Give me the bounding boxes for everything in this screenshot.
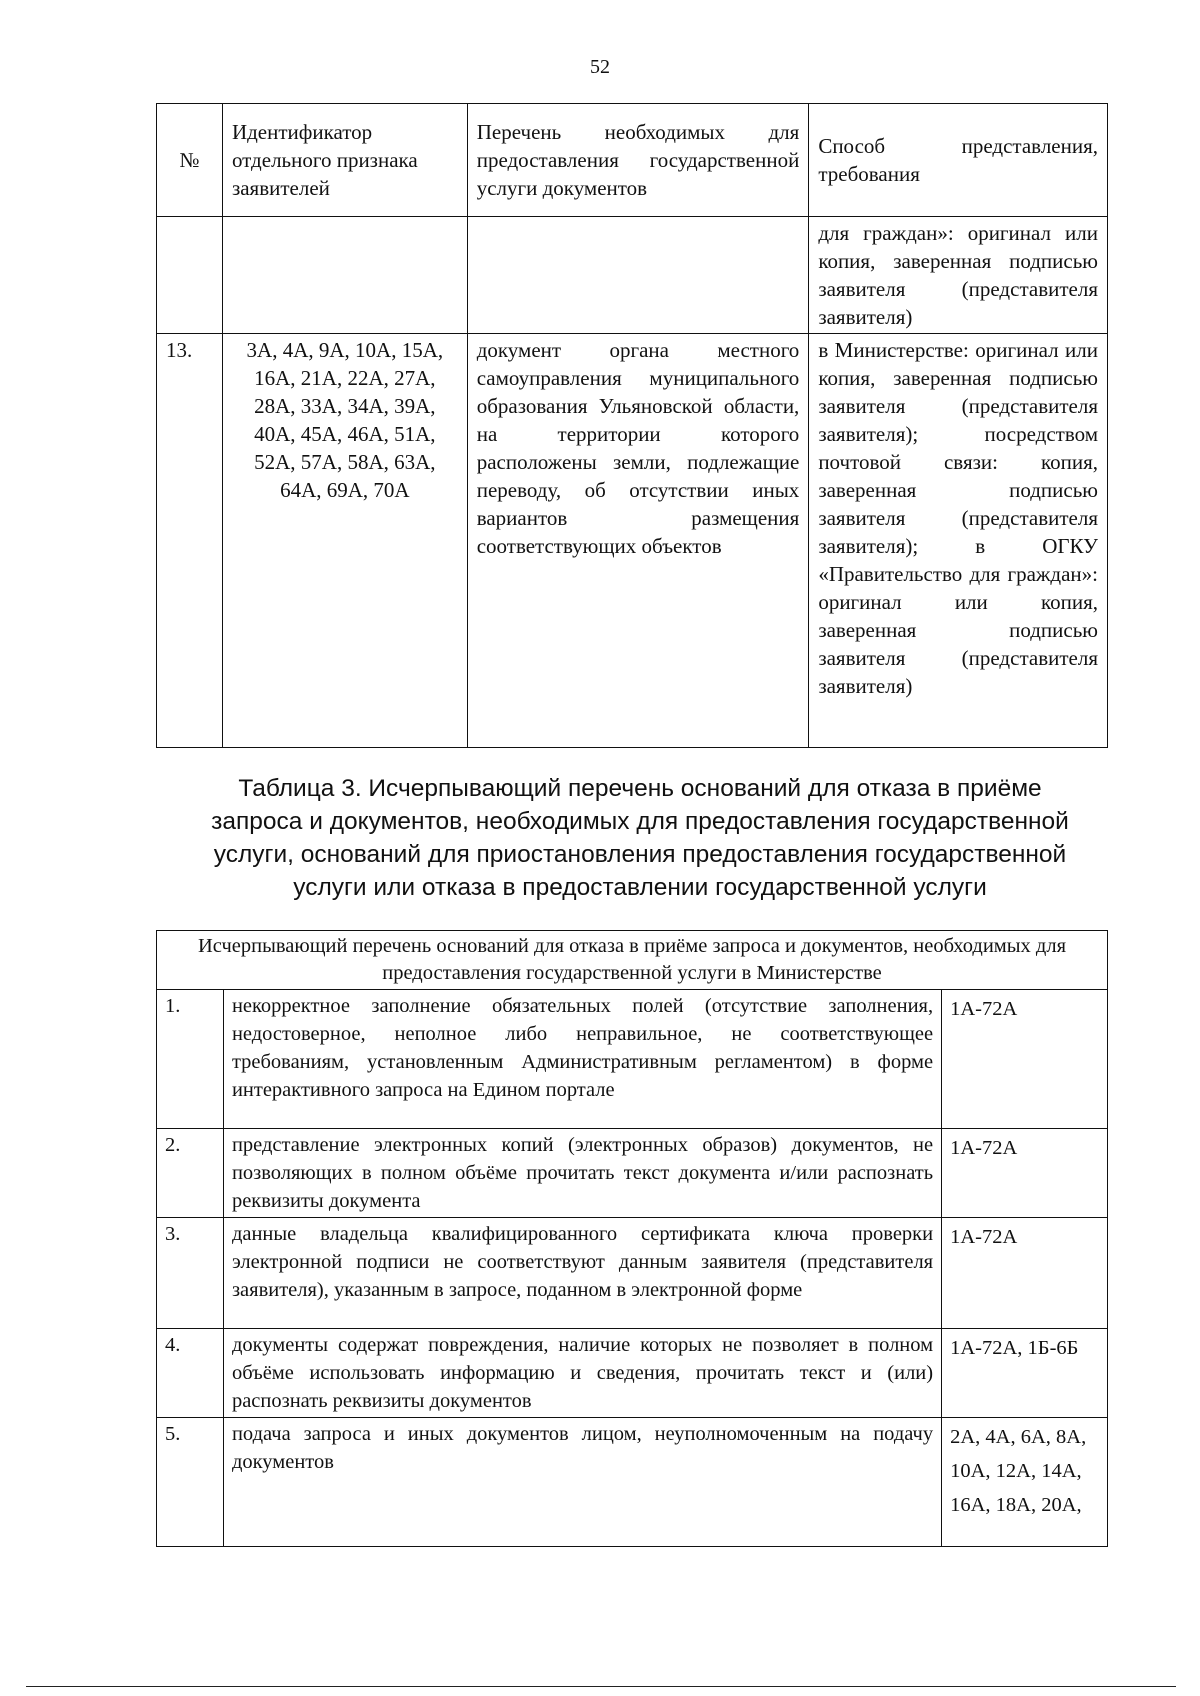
row-text: данные владельца квалифицированного сертификата ключа проверки электронной подписи не соответствуют данным заявителя (представителя заявителя), указанным в запросе, поданном в электронной форме [223, 1218, 941, 1329]
table-row [157, 1129, 1108, 1218]
header-identifier: Идентификатор отдельного признака заявителей [222, 104, 467, 217]
header-documents: Перечень необходимых для предоставления государственной услуги документов [467, 104, 809, 217]
header-method: Способ представления, требования [809, 104, 1108, 217]
cell-empty [222, 217, 467, 334]
row-identifiers: 3А, 4А, 9А, 10А, 15А, 16А, 21А, 22А, 27А, 28А, 33А, 34А, 39А, 40А, 45А, 46А, 51А, 52А, 57А, 58А, 63А, 64А, 69А, 70А [222, 334, 467, 748]
table-row [157, 1418, 1108, 1547]
refusal-grounds-table [156, 930, 1108, 1547]
page-number: 52 [590, 56, 610, 78]
table-caption [150, 772, 1130, 904]
continued-method: для граждан»: оригинал или копия, заверенная подписью заявителя (представителя заявителя) [809, 217, 1108, 334]
caption-line: услуги, оснований для приостановления предоставления государственной [213, 841, 1067, 868]
table-header-row [157, 104, 1108, 217]
table-row-continued [157, 217, 1108, 334]
row-text: документы содержат повреждения, наличие которых не позволяет в полном объёме использовать информацию и сведения, прочитать текст и (или) распознать реквизиты документов [223, 1329, 941, 1418]
row-num: 3. [157, 1218, 224, 1329]
caption-line: услуги или отказа в предоставлении государственной услуги [293, 874, 987, 901]
table-row [157, 990, 1108, 1129]
row-codes: 1А-72А [942, 990, 1108, 1129]
row-num: 1. [157, 990, 224, 1129]
caption-line: запроса и документов, необходимых для предоставления государственной [211, 808, 1069, 835]
row-method: в Министерстве: оригинал или копия, заверенная подписью заявителя (представителя заявителя); посредством почтовой связи: копия, заверенная подписью заявителя (представителя заявителя); в ОГКУ «Правительство для граждан»: оригинал или копия, заверенная подписью заявителя (представителя заявителя) [809, 334, 1108, 748]
row-text: некорректное заполнение обязательных полей (отсутствие заполнения, недостоверное, неполное либо неправильное, не соответствующее требованиям, установленным Административным регламентом) в форме интерактивного запроса на Едином портале [223, 990, 941, 1129]
table-row [157, 1218, 1108, 1329]
row-num: 4. [157, 1329, 224, 1418]
header-num: № [157, 104, 223, 217]
table-row-13 [157, 334, 1108, 748]
table-row [157, 1329, 1108, 1418]
row-codes: 1А-72А, 1Б-6Б [942, 1329, 1108, 1418]
bottom-rule [26, 1686, 1176, 1687]
row-text: подача запроса и иных документов лицом, неуполномоченным на подачу документов [223, 1418, 941, 1547]
cell-empty [467, 217, 809, 334]
row-num: 13. [157, 334, 223, 748]
row-codes: 1А-72А [942, 1129, 1108, 1218]
row-num: 2. [157, 1129, 224, 1218]
row-codes: 1А-72А [942, 1218, 1108, 1329]
table-title-row [157, 931, 1108, 990]
caption-line: Таблица 3. Исчерпывающий перечень оснований для отказа в приёме [238, 775, 1042, 802]
table-title: Исчерпывающий перечень оснований для отказа в приёме запроса и документов, необходимых для предоставления государственной услуги в Министерстве [157, 931, 1108, 990]
row-codes: 2А, 4А, 6А, 8А, 10А, 12А, 14А, 16А, 18А, 20А, [942, 1418, 1108, 1547]
documents-table [156, 103, 1108, 748]
row-num: 5. [157, 1418, 224, 1547]
row-document: документ органа местного самоуправления муниципального образования Ульяновской области, на территории которого расположены земли, подлежащие переводу, об отсутствии иных вариантов размещения соответствующих объектов [467, 334, 809, 748]
row-text: представление электронных копий (электронных образов) документов, не позволяющих в полном объёме прочитать текст документа и/или распознать реквизиты документа [223, 1129, 941, 1218]
cell-empty [157, 217, 223, 334]
